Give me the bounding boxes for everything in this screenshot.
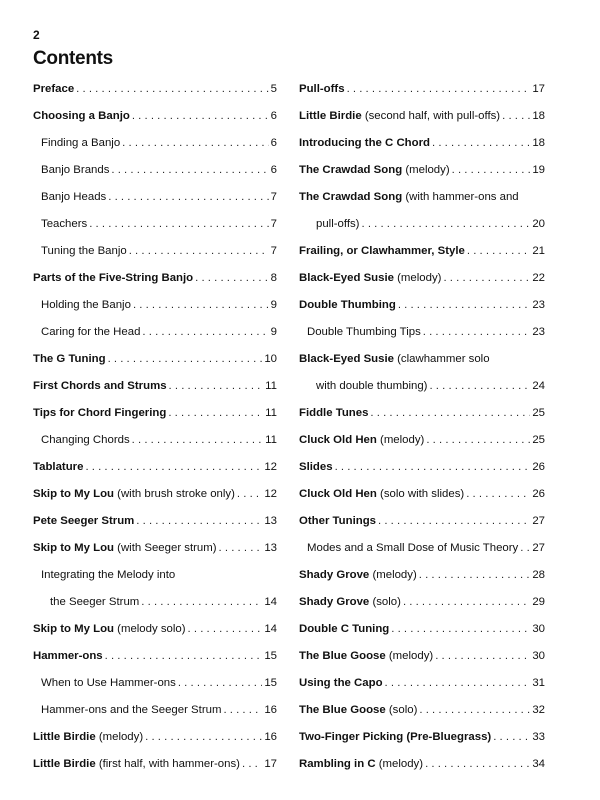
toc-page-number: 11 — [265, 434, 277, 446]
toc-entry — [299, 240, 545, 267]
toc-entry-bold-title: The G Tuning — [33, 353, 106, 365]
dot-leader — [129, 240, 269, 262]
toc-entry-subtitle: (solo) — [369, 596, 401, 608]
toc-entry-subtitle: (solo) — [385, 704, 418, 716]
toc-entry — [33, 753, 277, 780]
toc-entry — [33, 402, 277, 429]
toc-entry-title — [299, 132, 430, 154]
toc-entry — [33, 375, 277, 402]
toc-entry — [299, 537, 545, 564]
toc-page-number: 15 — [264, 650, 277, 662]
toc-entry-subtitle: Teachers — [41, 218, 88, 230]
toc-entry-title — [41, 240, 127, 262]
toc-page-number: 27 — [532, 542, 545, 554]
dot-leader — [435, 645, 530, 667]
toc-entry — [299, 483, 545, 510]
toc-entry — [299, 294, 545, 321]
toc-entry-bold-title: Skip to My Lou — [33, 542, 114, 554]
toc-entry-title — [307, 321, 421, 343]
toc-page-number: 7 — [270, 218, 277, 230]
toc-entry-title — [299, 456, 333, 478]
toc-entry-title — [41, 132, 120, 154]
toc-entry-title — [33, 456, 83, 478]
toc-page-number: 23 — [532, 326, 545, 338]
toc-entry-bold-title: Choosing a Banjo — [33, 110, 130, 122]
dot-leader — [237, 483, 262, 505]
toc-page-number: 12 — [264, 488, 277, 500]
toc-right-column — [299, 78, 545, 780]
toc-entry — [33, 78, 277, 105]
toc-entry-bold-title: The Blue Goose — [299, 650, 386, 662]
toc-entry-title — [33, 348, 106, 370]
toc-page-number: 11 — [265, 380, 277, 392]
toc-entry — [33, 267, 277, 294]
dot-leader — [467, 240, 530, 262]
toc-entry — [33, 618, 277, 645]
toc-page-number: 23 — [532, 299, 545, 311]
toc-entry — [299, 321, 545, 348]
dot-leader — [142, 321, 268, 343]
toc-entry — [33, 294, 277, 321]
toc-entry-bold-title: Preface — [33, 83, 75, 95]
toc-entry-bold-title: Skip to My Lou — [33, 488, 114, 500]
toc-entry-subtitle: (melody) — [95, 731, 144, 743]
toc-entry-title — [41, 564, 175, 586]
toc-entry — [299, 159, 545, 186]
toc-entry-bold-title: Using the Capo — [299, 677, 383, 689]
dot-leader — [76, 78, 268, 100]
toc-page-number: 24 — [532, 380, 545, 392]
toc-entry-subtitle: Modes and a Small Dose of Music Theory — [307, 542, 519, 554]
toc-entry — [33, 429, 277, 456]
toc-entry-bold-title: First Chords and Strums — [33, 380, 167, 392]
dot-leader — [132, 429, 264, 451]
toc-entry-bold-title: Black-Eyed Susie — [299, 353, 394, 365]
toc-entry-title — [33, 753, 240, 775]
toc-entry — [33, 537, 277, 564]
dot-leader — [493, 726, 530, 748]
toc-entry-title — [299, 699, 417, 721]
toc-entry-subtitle: (clawhammer solo — [393, 353, 490, 365]
dot-leader — [168, 402, 263, 424]
dot-leader — [426, 429, 530, 451]
toc-entry-title — [33, 105, 130, 127]
toc-entry — [33, 132, 277, 159]
dot-leader — [361, 213, 530, 235]
toc-page-number: 21 — [532, 245, 545, 257]
toc-page-number: 16 — [264, 704, 277, 716]
toc-entry-bold-title: Introducing the C Chord — [299, 137, 430, 149]
toc-entry — [299, 429, 545, 456]
toc-page-number: 12 — [264, 461, 277, 473]
toc-entry-title — [33, 483, 235, 505]
dot-leader — [122, 132, 269, 154]
toc-page-number: 20 — [532, 218, 545, 230]
toc-entry-bold-title: Two-Finger Picking (Pre-Bluegrass) — [299, 731, 492, 743]
toc-page-number: 22 — [532, 272, 545, 284]
toc-entry-bold-title: Little Birdie — [33, 731, 96, 743]
toc-entry — [33, 564, 277, 591]
dot-leader — [466, 483, 530, 505]
toc-entry-subtitle: (melody) — [393, 272, 442, 284]
dot-leader — [391, 618, 530, 640]
toc-entry-bold-title: Slides — [299, 461, 333, 473]
toc-page-number: 25 — [532, 434, 545, 446]
dot-leader — [169, 375, 264, 397]
toc-entry — [33, 240, 277, 267]
dot-leader — [89, 213, 268, 235]
dot-leader — [419, 564, 531, 586]
dot-leader — [145, 726, 262, 748]
dot-leader — [443, 267, 530, 289]
toc-entry-title — [41, 159, 109, 181]
dot-leader — [178, 672, 262, 694]
toc-entry-title — [299, 483, 464, 505]
toc-entry-subtitle: Banjo Brands — [41, 164, 110, 176]
toc-entry — [299, 105, 545, 132]
toc-entry-title — [50, 591, 139, 613]
toc-page-number: 9 — [270, 326, 277, 338]
toc-entry — [299, 618, 545, 645]
toc-entry-title — [33, 402, 166, 424]
toc-entry — [299, 753, 545, 780]
toc-entry-bold-title: Cluck Old Hen — [299, 434, 377, 446]
toc-entry-subtitle: (melody) — [369, 569, 417, 581]
toc-entry-title — [33, 78, 74, 100]
toc-entry-title — [299, 645, 433, 667]
toc-page-number: 7 — [270, 245, 277, 257]
dot-leader — [432, 132, 530, 154]
toc-entry-subtitle: Banjo Heads — [41, 191, 107, 203]
dot-leader — [452, 159, 531, 181]
page-number: 2 — [33, 28, 40, 42]
toc-page-number: 27 — [532, 515, 545, 527]
toc-entry-title — [299, 294, 396, 316]
toc-entry-bold-title: Cluck Old Hen — [299, 488, 377, 500]
toc-entry — [299, 213, 545, 240]
toc-entry — [33, 213, 277, 240]
toc-entry-subtitle: (with hammer-ons and — [402, 191, 519, 203]
toc-entry — [33, 321, 277, 348]
toc-entry — [299, 132, 545, 159]
toc-entry-title — [299, 186, 519, 208]
toc-entry-subtitle: with double thumbing) — [316, 380, 428, 392]
toc-entry-subtitle: (melody solo) — [114, 623, 186, 635]
toc-entry-title — [33, 537, 217, 559]
toc-page-number: 31 — [532, 677, 545, 689]
toc-entry — [299, 510, 545, 537]
toc-page-number: 17 — [264, 758, 277, 770]
toc-left-column — [33, 78, 277, 780]
toc-entry-bold-title: The Blue Goose — [299, 704, 386, 716]
toc-entry-bold-title: Hammer-ons — [33, 650, 103, 662]
dot-leader — [502, 105, 530, 127]
dot-leader — [108, 186, 268, 208]
toc-entry-title — [299, 159, 450, 181]
dot-leader — [136, 510, 262, 532]
toc-entry-title — [299, 672, 383, 694]
toc-entry-title — [33, 726, 143, 748]
toc-entry — [33, 348, 277, 375]
dot-leader — [419, 699, 530, 721]
toc-entry-subtitle: Double Thumbing Tips — [307, 326, 421, 338]
toc-entry-title — [299, 618, 389, 640]
toc-entry-subtitle: (first half, with hammer-ons) — [95, 758, 240, 770]
dot-leader — [223, 699, 262, 721]
toc-entry-title — [299, 510, 376, 532]
toc-entry-title — [33, 267, 193, 289]
toc-entry — [33, 510, 277, 537]
toc-entry-subtitle: (melody) — [375, 758, 424, 770]
dot-leader — [335, 456, 531, 478]
dot-leader — [429, 375, 530, 397]
toc-entry — [299, 672, 545, 699]
toc-entry-title — [299, 267, 441, 289]
toc-page-number: 28 — [532, 569, 545, 581]
toc-entry-title — [299, 591, 401, 613]
toc-entry-title — [41, 321, 140, 343]
toc-page-number: 30 — [532, 650, 545, 662]
toc-entry-subtitle: Tuning the Banjo — [41, 245, 127, 257]
contents-heading: Contents — [33, 48, 113, 69]
toc-entry-title — [299, 429, 424, 451]
toc-entry-title — [299, 402, 368, 424]
toc-entry-title — [33, 645, 103, 667]
toc-page-number: 11 — [265, 407, 277, 419]
toc-entry-bold-title: Black-Eyed Susie — [299, 272, 394, 284]
toc-entry-title — [299, 78, 345, 100]
dot-leader — [133, 294, 269, 316]
toc-entry-bold-title: Double C Tuning — [299, 623, 390, 635]
toc-entry-title — [41, 213, 87, 235]
toc-page-number: 19 — [532, 164, 545, 176]
dot-leader — [242, 753, 262, 775]
toc-entry — [33, 726, 277, 753]
toc-page-number: 16 — [264, 731, 277, 743]
toc-entry — [299, 564, 545, 591]
toc-page-number: 6 — [270, 164, 277, 176]
toc-entry-title — [307, 537, 518, 559]
toc-entry-subtitle: (with brush stroke only) — [114, 488, 235, 500]
toc-page-number: 15 — [264, 677, 277, 689]
toc-entry-subtitle: (second half, with pull-offs) — [361, 110, 501, 122]
dot-leader — [370, 402, 530, 424]
toc-entry — [33, 159, 277, 186]
toc-entry-bold-title: Little Birdie — [33, 758, 96, 770]
toc-entry-title — [316, 375, 427, 397]
toc-entry — [299, 78, 545, 105]
toc-entry — [33, 645, 277, 672]
toc-entry-subtitle: Finding a Banjo — [41, 137, 121, 149]
toc-entry-title — [41, 294, 131, 316]
toc-entry-bold-title: Rambling in C — [299, 758, 376, 770]
toc-page-number: 13 — [264, 542, 277, 554]
toc-entry — [33, 456, 277, 483]
toc-page-number: 6 — [270, 110, 277, 122]
toc-entry — [299, 402, 545, 429]
toc-entry — [299, 186, 545, 213]
toc-entry — [299, 348, 545, 375]
toc-entry-bold-title: Pull-offs — [299, 83, 345, 95]
toc-page-number: 17 — [532, 83, 545, 95]
toc-entry-title — [299, 105, 500, 127]
toc-entry-subtitle: (solo with slides) — [376, 488, 465, 500]
toc-page-number: 14 — [264, 623, 277, 635]
toc-entry-title — [316, 213, 359, 235]
toc-entry-bold-title: Tablature — [33, 461, 84, 473]
toc-entry-title — [299, 564, 417, 586]
toc-entry-subtitle: Changing Chords — [41, 434, 130, 446]
toc-entry-bold-title: Other Tunings — [299, 515, 376, 527]
toc-entry — [299, 267, 545, 294]
toc-entry-subtitle: the Seeger Strum — [50, 596, 140, 608]
toc-page-number: 8 — [270, 272, 277, 284]
toc-entry-bold-title: Tips for Chord Fingering — [33, 407, 167, 419]
toc-page-number: 30 — [532, 623, 545, 635]
toc-entry — [299, 699, 545, 726]
dot-leader — [403, 591, 530, 613]
toc-entry — [33, 672, 277, 699]
dot-leader — [141, 591, 262, 613]
toc-entry — [33, 186, 277, 213]
toc-entry-title — [299, 240, 465, 262]
toc-entry — [33, 105, 277, 132]
toc-entry-title — [41, 699, 221, 721]
toc-entry-title — [33, 618, 186, 640]
toc-entry-subtitle: (melody) — [376, 434, 425, 446]
dot-leader — [520, 537, 530, 559]
toc-page-number: 26 — [532, 488, 545, 500]
dot-leader — [85, 456, 262, 478]
toc-entry-bold-title: Skip to My Lou — [33, 623, 114, 635]
toc-entry — [299, 375, 545, 402]
toc-entry — [33, 483, 277, 510]
toc-entry-title — [299, 348, 490, 370]
toc-entry-bold-title: Parts of the Five-String Banjo — [33, 272, 194, 284]
toc-entry — [299, 591, 545, 618]
toc-page-number: 13 — [264, 515, 277, 527]
toc-entry-bold-title: Fiddle Tunes — [299, 407, 369, 419]
dot-leader — [105, 645, 263, 667]
toc-entry-bold-title: Shady Grove — [299, 569, 370, 581]
toc-page-number: 25 — [532, 407, 545, 419]
toc-entry — [33, 699, 277, 726]
toc-page-number: 5 — [270, 83, 277, 95]
toc-entry-subtitle: Holding the Banjo — [41, 299, 131, 311]
dot-leader — [423, 321, 531, 343]
dot-leader — [385, 672, 531, 694]
toc-entry-subtitle: When to Use Hammer-ons — [41, 677, 176, 689]
toc-page-number: 26 — [532, 461, 545, 473]
toc-page-number: 6 — [270, 137, 277, 149]
dot-leader — [132, 105, 269, 127]
toc-entry-bold-title: Shady Grove — [299, 596, 370, 608]
dot-leader — [378, 510, 530, 532]
toc-entry — [299, 726, 545, 753]
toc-entry-bold-title: The Crawdad Song — [299, 164, 403, 176]
toc-page-number: 18 — [532, 110, 545, 122]
dot-leader — [219, 537, 263, 559]
toc-page-number: 33 — [532, 731, 545, 743]
dot-leader — [195, 267, 269, 289]
dot-leader — [188, 618, 263, 640]
dot-leader — [347, 78, 531, 100]
toc-entry — [33, 591, 277, 618]
toc-page-number: 10 — [264, 353, 277, 365]
toc-entry-subtitle: (melody) — [402, 164, 450, 176]
toc-page-number: 7 — [270, 191, 277, 203]
toc-entry-subtitle: pull-offs) — [316, 218, 360, 230]
toc-page-number: 9 — [270, 299, 277, 311]
toc-entry-bold-title: The Crawdad Song — [299, 191, 403, 203]
dot-leader — [425, 753, 530, 775]
dot-leader — [111, 159, 268, 181]
toc-entry-title — [41, 429, 130, 451]
dot-leader — [398, 294, 531, 316]
toc-entry-subtitle: Caring for the Head — [41, 326, 141, 338]
toc-entry-bold-title: Pete Seeger Strum — [33, 515, 135, 527]
toc-entry-title — [33, 375, 167, 397]
toc-entry-bold-title: Frailing, or Clawhammer, Style — [299, 245, 465, 257]
toc-page-number: 18 — [532, 137, 545, 149]
toc-entry-subtitle: (melody) — [385, 650, 434, 662]
toc-entry-title — [41, 186, 106, 208]
toc-entry-title — [299, 753, 423, 775]
toc-entry-title — [33, 510, 134, 532]
toc-entry — [299, 645, 545, 672]
toc-entry-bold-title: Double Thumbing — [299, 299, 396, 311]
toc-page-number: 32 — [532, 704, 545, 716]
toc-entry-bold-title: Little Birdie — [299, 110, 362, 122]
toc-entry — [299, 456, 545, 483]
toc-entry-title — [41, 672, 176, 694]
toc-entry-subtitle: Integrating the Melody into — [41, 569, 176, 581]
toc-page-number: 14 — [264, 596, 277, 608]
dot-leader — [108, 348, 263, 370]
toc-entry-subtitle: (with Seeger strum) — [114, 542, 217, 554]
toc-page-number: 34 — [532, 758, 545, 770]
toc-entry-subtitle: Hammer-ons and the Seeger Strum — [41, 704, 222, 716]
toc-page-number: 29 — [532, 596, 545, 608]
toc-entry-title — [299, 726, 491, 748]
